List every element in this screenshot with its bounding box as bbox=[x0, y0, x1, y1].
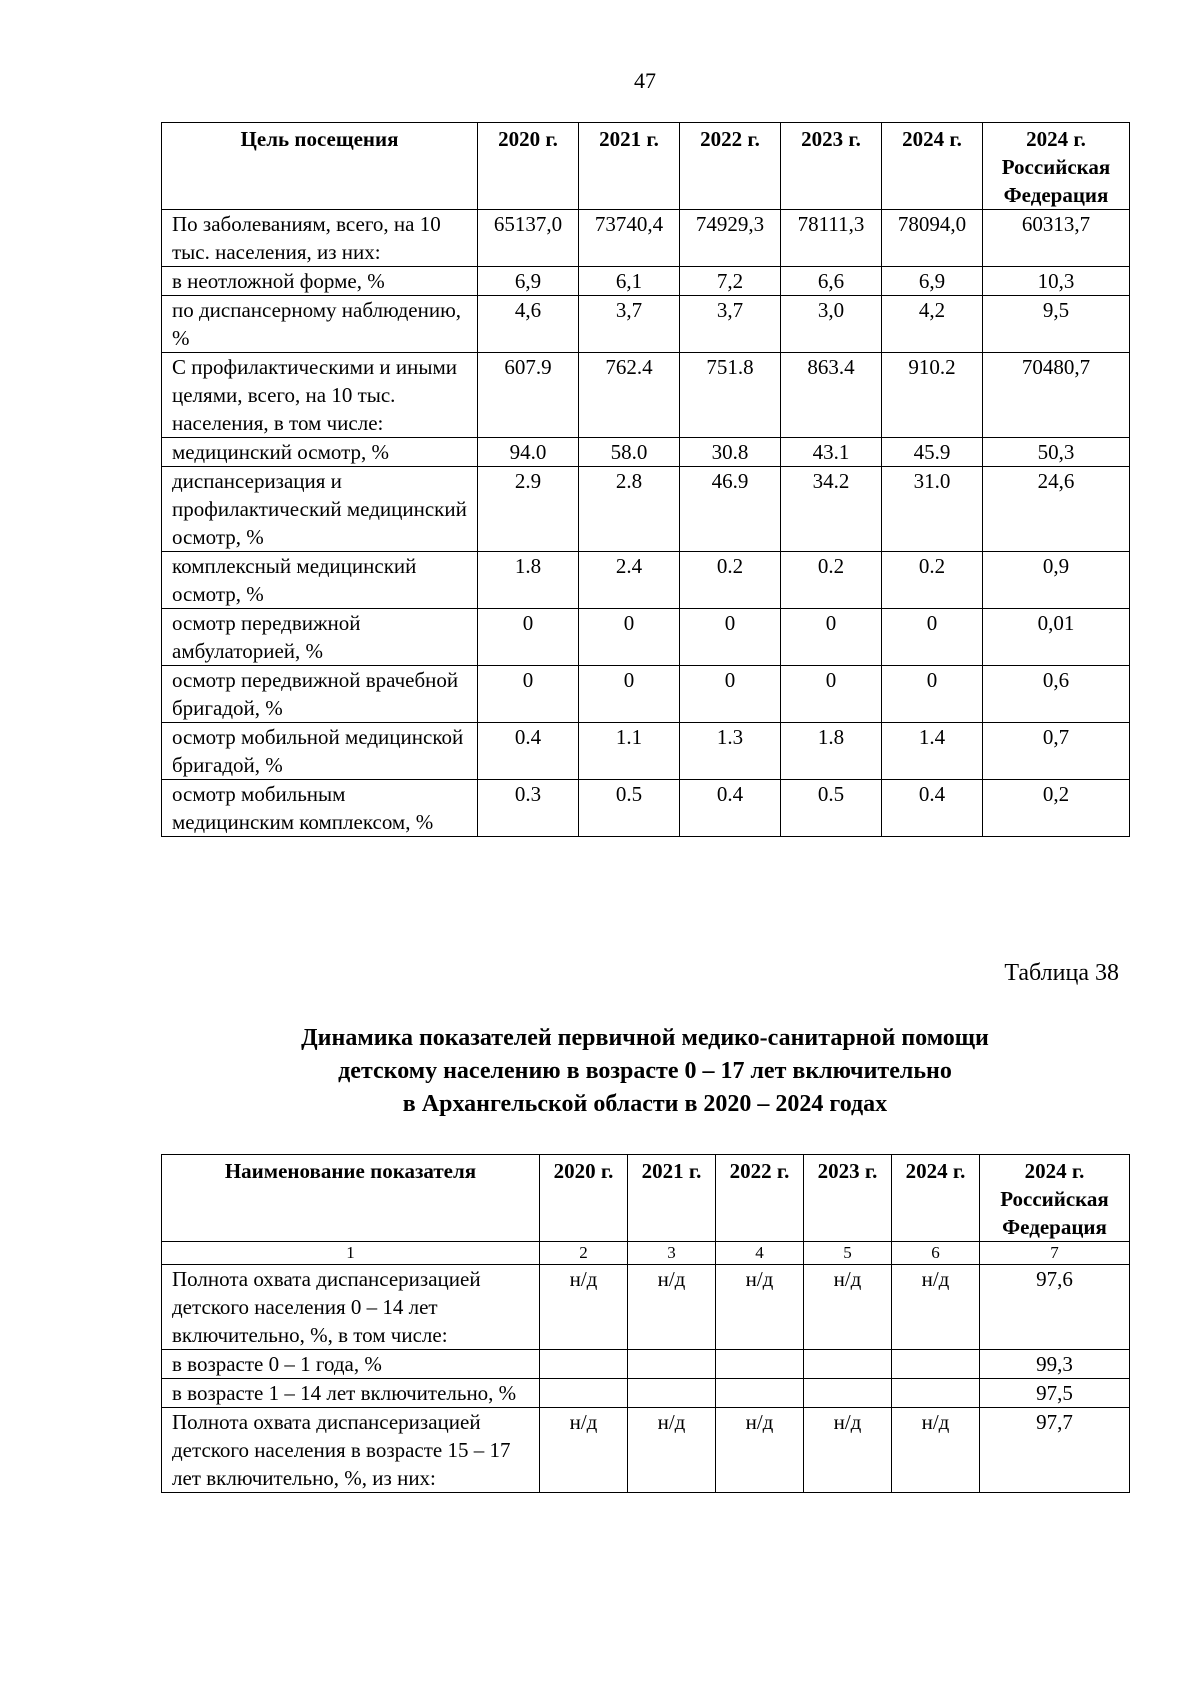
table-cell: 58.0 bbox=[579, 438, 680, 467]
table-cell: 0 bbox=[579, 609, 680, 666]
table-header-row bbox=[162, 1155, 1130, 1242]
table-row bbox=[162, 296, 1130, 353]
table-cell: 3,0 bbox=[781, 296, 882, 353]
table-cell: 9,5 bbox=[983, 296, 1130, 353]
row-label: осмотр передвижной врачебной бригадой, % bbox=[162, 666, 478, 723]
table-cell: 1.3 bbox=[680, 723, 781, 780]
table-cell: 43.1 bbox=[781, 438, 882, 467]
table-cell: 0.2 bbox=[781, 552, 882, 609]
table-cell: 97,6 bbox=[980, 1265, 1130, 1350]
table-row bbox=[162, 210, 1130, 267]
table-cell: 4,2 bbox=[882, 296, 983, 353]
table-cell bbox=[804, 1379, 892, 1408]
row-label: Полнота охвата диспансеризацией детского населения в возрасте 15 – 17 лет включительно, %, из них: bbox=[162, 1408, 540, 1493]
table-cell: 0 bbox=[781, 666, 882, 723]
row-label: по диспансерному наблюдению, % bbox=[162, 296, 478, 353]
column-header: 2023 г. bbox=[804, 1155, 892, 1242]
table-cell: 0 bbox=[579, 666, 680, 723]
table-cell: 0 bbox=[882, 666, 983, 723]
table-cell: 0 bbox=[882, 609, 983, 666]
table-row bbox=[162, 1265, 1130, 1350]
table-cell: 0,9 bbox=[983, 552, 1130, 609]
page-number: 47 bbox=[634, 68, 656, 93]
table-cell: 0 bbox=[781, 609, 882, 666]
table-row bbox=[162, 353, 1130, 438]
column-header: 2024 г. Российская Федерация bbox=[980, 1155, 1130, 1242]
column-number-row bbox=[162, 1242, 1130, 1265]
table-cell: 70480,7 bbox=[983, 353, 1130, 438]
table-cell: 60313,7 bbox=[983, 210, 1130, 267]
table-row bbox=[162, 723, 1130, 780]
table-cell: 4,6 bbox=[478, 296, 579, 353]
child-healthcare-table bbox=[161, 1154, 1130, 1493]
table-cell: 0.2 bbox=[882, 552, 983, 609]
table-cell: 65137,0 bbox=[478, 210, 579, 267]
table-row bbox=[162, 552, 1130, 609]
table-cell: 0 bbox=[478, 609, 579, 666]
table-row bbox=[162, 467, 1130, 552]
table-cell: 0 bbox=[478, 666, 579, 723]
table-row bbox=[162, 267, 1130, 296]
table-row bbox=[162, 1408, 1130, 1493]
table-cell: 0.3 bbox=[478, 780, 579, 837]
column-header: 2022 г. bbox=[716, 1155, 804, 1242]
table-row bbox=[162, 666, 1130, 723]
table-cell: 0,7 bbox=[983, 723, 1130, 780]
table-cell bbox=[540, 1350, 628, 1379]
table-cell: 10,3 bbox=[983, 267, 1130, 296]
column-header: 2024 г. bbox=[882, 123, 983, 210]
table-cell bbox=[628, 1350, 716, 1379]
table-cell: 0.4 bbox=[680, 780, 781, 837]
row-label: осмотр мобильным медицинским комплексом, % bbox=[162, 780, 478, 837]
table-cell: 78094,0 bbox=[882, 210, 983, 267]
table-cell: 50,3 bbox=[983, 438, 1130, 467]
table-number: Таблица 38 bbox=[1004, 960, 1119, 986]
table-title bbox=[0, 1022, 1200, 1121]
table-cell: 6,9 bbox=[882, 267, 983, 296]
table-cell: 0 bbox=[680, 609, 781, 666]
table-cell: 24,6 bbox=[983, 467, 1130, 552]
table-row bbox=[162, 780, 1130, 837]
table-title-line: в Архангельской области в 2020 – 2024 годах bbox=[402, 1091, 888, 1117]
table-cell: 34.2 bbox=[781, 467, 882, 552]
table-title-line: Динамика показателей первичной медико-санитарной помощи bbox=[301, 1025, 989, 1051]
table-cell: 97,7 bbox=[980, 1408, 1130, 1493]
row-label: осмотр мобильной медицинской бригадой, % bbox=[162, 723, 478, 780]
table-cell: н/д bbox=[804, 1265, 892, 1350]
table-cell: 2.4 bbox=[579, 552, 680, 609]
table-cell: н/д bbox=[540, 1265, 628, 1350]
column-header: 2022 г. bbox=[680, 123, 781, 210]
row-label: в возрасте 0 – 1 года, % bbox=[162, 1350, 540, 1379]
table-cell: 45.9 bbox=[882, 438, 983, 467]
table-cell: н/д bbox=[892, 1265, 980, 1350]
table-cell: 6,9 bbox=[478, 267, 579, 296]
table-cell: 1.4 bbox=[882, 723, 983, 780]
table-cell: н/д bbox=[716, 1265, 804, 1350]
table-cell: 2.9 bbox=[478, 467, 579, 552]
table-cell: 607.9 bbox=[478, 353, 579, 438]
table-cell: 0.2 bbox=[680, 552, 781, 609]
table-cell: 863.4 bbox=[781, 353, 882, 438]
table-cell: 3,7 bbox=[680, 296, 781, 353]
row-label: в неотложной форме, % bbox=[162, 267, 478, 296]
table-cell: н/д bbox=[540, 1408, 628, 1493]
table-cell: 1.8 bbox=[478, 552, 579, 609]
row-label: комплексный медицинский осмотр, % bbox=[162, 552, 478, 609]
row-label: диспансеризация и профилактический медицинский осмотр, % bbox=[162, 467, 478, 552]
table-cell: 0.4 bbox=[882, 780, 983, 837]
row-label: осмотр передвижной амбулаторией, % bbox=[162, 609, 478, 666]
table-cell bbox=[628, 1379, 716, 1408]
column-header: 2024 г. Российская Федерация bbox=[983, 123, 1130, 210]
column-number: 4 bbox=[716, 1242, 804, 1265]
table-cell: 751.8 bbox=[680, 353, 781, 438]
table-cell: 0.4 bbox=[478, 723, 579, 780]
table-header-row bbox=[162, 123, 1130, 210]
table-cell: 6,1 bbox=[579, 267, 680, 296]
table-cell: 0 bbox=[680, 666, 781, 723]
column-header: 2020 г. bbox=[478, 123, 579, 210]
table-cell: 7,2 bbox=[680, 267, 781, 296]
table-cell: 0.5 bbox=[579, 780, 680, 837]
table-cell: 762.4 bbox=[579, 353, 680, 438]
table-cell: 0.5 bbox=[781, 780, 882, 837]
table-cell: 1.8 bbox=[781, 723, 882, 780]
column-header: 2021 г. bbox=[628, 1155, 716, 1242]
table-cell: 97,5 bbox=[980, 1379, 1130, 1408]
table-row bbox=[162, 609, 1130, 666]
column-number: 2 bbox=[540, 1242, 628, 1265]
row-label: в возрасте 1 – 14 лет включительно, % bbox=[162, 1379, 540, 1408]
table-cell: 910.2 bbox=[882, 353, 983, 438]
column-header: 2023 г. bbox=[781, 123, 882, 210]
table-cell: н/д bbox=[628, 1408, 716, 1493]
column-number: 1 bbox=[162, 1242, 540, 1265]
table-cell: н/д bbox=[716, 1408, 804, 1493]
table-cell: 0,6 bbox=[983, 666, 1130, 723]
column-number: 6 bbox=[892, 1242, 980, 1265]
row-label: По заболеваниям, всего, на 10 тыс. населения, из них: bbox=[162, 210, 478, 267]
table-cell: 6,6 bbox=[781, 267, 882, 296]
table-cell: 99,3 bbox=[980, 1350, 1130, 1379]
table-cell: 30.8 bbox=[680, 438, 781, 467]
table-cell: 1.1 bbox=[579, 723, 680, 780]
table-cell: н/д bbox=[804, 1408, 892, 1493]
column-header: 2024 г. bbox=[892, 1155, 980, 1242]
row-label: Полнота охвата диспансеризацией детского населения 0 – 14 лет включительно, %, в том числе: bbox=[162, 1265, 540, 1350]
row-label: С профилактическими и иными целями, всего, на 10 тыс. населения, в том числе: bbox=[162, 353, 478, 438]
column-header: Цель посещения bbox=[162, 123, 478, 210]
visit-purpose-table bbox=[161, 122, 1130, 837]
table-cell: 74929,3 bbox=[680, 210, 781, 267]
table-cell: 78111,3 bbox=[781, 210, 882, 267]
table-cell bbox=[716, 1350, 804, 1379]
table-row bbox=[162, 438, 1130, 467]
column-header: 2020 г. bbox=[540, 1155, 628, 1242]
table-cell: 31.0 bbox=[882, 467, 983, 552]
table-cell: 46.9 bbox=[680, 467, 781, 552]
column-header: Наименование показателя bbox=[162, 1155, 540, 1242]
table-cell: 94.0 bbox=[478, 438, 579, 467]
table-cell: 3,7 bbox=[579, 296, 680, 353]
table-cell bbox=[716, 1379, 804, 1408]
table-cell: 73740,4 bbox=[579, 210, 680, 267]
table-cell bbox=[892, 1379, 980, 1408]
column-number: 3 bbox=[628, 1242, 716, 1265]
table-row bbox=[162, 1379, 1130, 1408]
table-title-line: детскому населению в возрасте 0 – 17 лет включительно bbox=[338, 1058, 952, 1084]
table-cell: н/д bbox=[892, 1408, 980, 1493]
table-row bbox=[162, 1350, 1130, 1379]
table-cell: 2.8 bbox=[579, 467, 680, 552]
table-cell bbox=[804, 1350, 892, 1379]
table-cell: 0,2 bbox=[983, 780, 1130, 837]
table-cell: н/д bbox=[628, 1265, 716, 1350]
column-number: 7 bbox=[980, 1242, 1130, 1265]
table-cell bbox=[540, 1379, 628, 1408]
table-cell bbox=[892, 1350, 980, 1379]
column-number: 5 bbox=[804, 1242, 892, 1265]
table-cell: 0,01 bbox=[983, 609, 1130, 666]
row-label: медицинский осмотр, % bbox=[162, 438, 478, 467]
column-header: 2021 г. bbox=[579, 123, 680, 210]
